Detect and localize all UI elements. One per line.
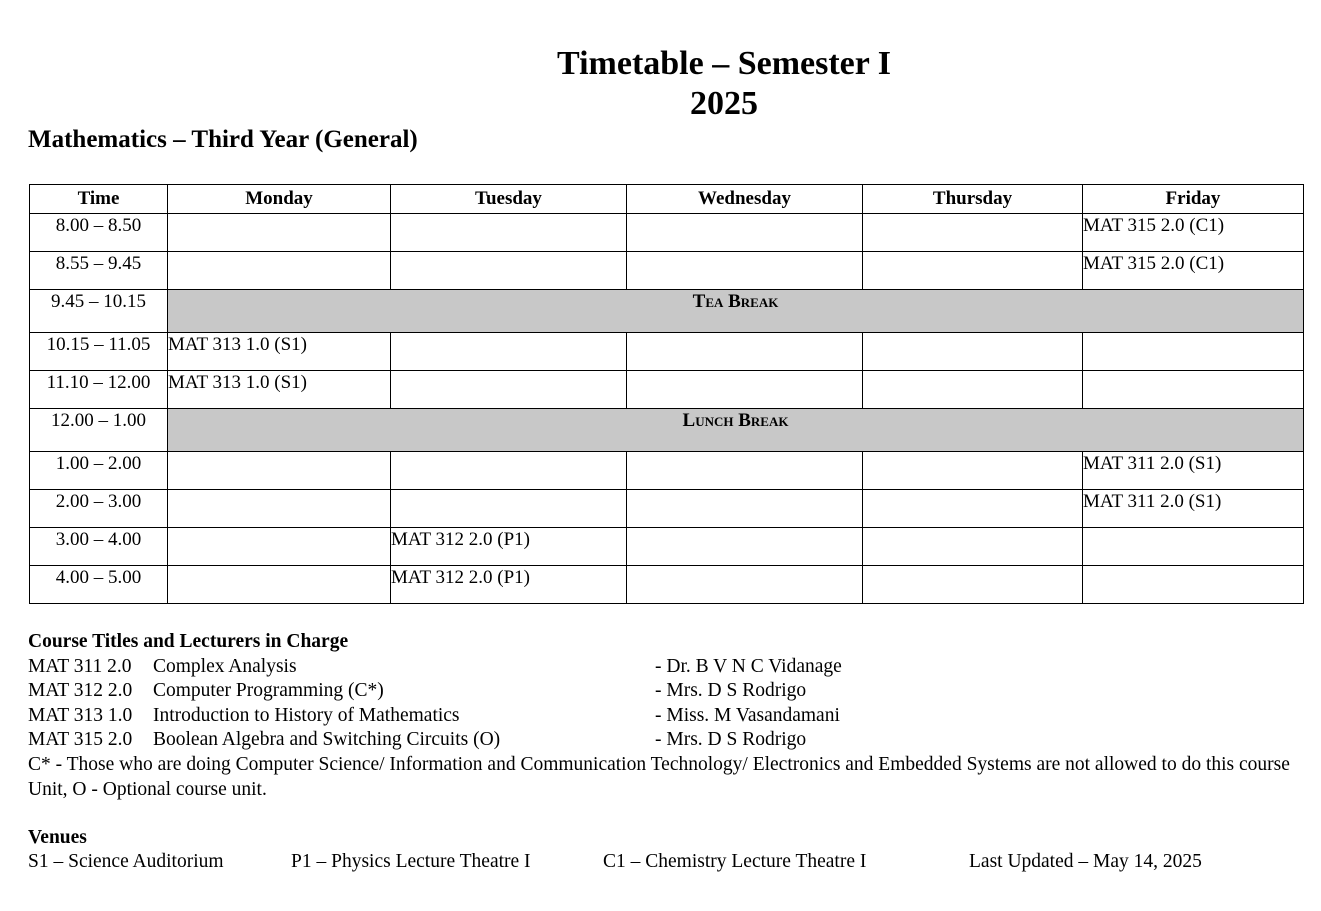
- friday-cell: [1083, 566, 1304, 604]
- time-slot: 4.00 – 5.00: [30, 566, 168, 604]
- table-row: [30, 490, 1304, 528]
- thursday-cell: [863, 333, 1083, 371]
- lunch-break-banner: Lunch Break: [168, 409, 1304, 452]
- monday-cell: [168, 490, 391, 528]
- break-row: [30, 290, 1304, 333]
- table-row: [30, 214, 1304, 252]
- friday-cell: MAT 315 2.0 (C1): [1083, 252, 1304, 290]
- friday-cell: [1083, 528, 1304, 566]
- friday-cell: MAT 311 2.0 (S1): [1083, 490, 1304, 528]
- header-wednesday: Wednesday: [627, 185, 863, 214]
- time-slot: 2.00 – 3.00: [30, 490, 168, 528]
- monday-cell: MAT 313 1.0 (S1): [168, 333, 391, 371]
- table-row: [30, 333, 1304, 371]
- wednesday-cell: [627, 252, 863, 290]
- thursday-cell: [863, 566, 1083, 604]
- monday-cell: [168, 252, 391, 290]
- thursday-cell: [863, 528, 1083, 566]
- timetable-header-row: [30, 185, 1304, 214]
- timetable: [29, 184, 1304, 604]
- course-lecturer: - Miss. M Vasandamani: [655, 704, 840, 726]
- time-slot: 8.55 – 9.45: [30, 252, 168, 290]
- title-year: 2025: [690, 85, 758, 122]
- table-row: [30, 371, 1304, 409]
- wednesday-cell: [627, 214, 863, 252]
- title-text: Timetable – Semester I: [557, 45, 891, 82]
- friday-cell: [1083, 371, 1304, 409]
- header-monday: Monday: [168, 185, 391, 214]
- course-title: Complex Analysis: [153, 655, 297, 677]
- courses-heading: Course Titles and Lecturers in Charge: [28, 631, 349, 652]
- table-row: [30, 566, 1304, 604]
- course-code: MAT 312 2.0: [28, 680, 133, 701]
- wednesday-cell: [627, 528, 863, 566]
- header-tuesday: Tuesday: [391, 185, 627, 214]
- course-lecturer: - Dr. B V N C Vidanage: [655, 655, 842, 677]
- thursday-cell: [863, 452, 1083, 490]
- tuesday-cell: [391, 333, 627, 371]
- header-friday: Friday: [1083, 185, 1304, 214]
- course-lecturer: - Mrs. D S Rodrigo: [655, 729, 807, 750]
- course-code: MAT 311 2.0: [28, 655, 132, 677]
- monday-cell: [168, 214, 391, 252]
- monday-cell: [168, 452, 391, 490]
- thursday-cell: [863, 371, 1083, 409]
- header-thursday: Thursday: [863, 185, 1083, 214]
- venue-item: S1 – Science Auditorium: [28, 851, 224, 872]
- time-slot: 10.15 – 11.05: [30, 333, 168, 371]
- venues-heading: Venues: [28, 827, 87, 848]
- course-title: Boolean Algebra and Switching Circuits (O): [153, 729, 501, 750]
- tuesday-cell: [391, 490, 627, 528]
- wednesday-cell: [627, 333, 863, 371]
- page-title: [0, 44, 1321, 124]
- course-code: MAT 313 1.0: [28, 704, 133, 726]
- tuesday-cell: [391, 371, 627, 409]
- monday-cell: MAT 313 1.0 (S1): [168, 371, 391, 409]
- course-code: MAT 315 2.0: [28, 729, 133, 750]
- time-slot: 8.00 – 8.50: [30, 214, 168, 252]
- venue-item: C1 – Chemistry Lecture Theatre I: [603, 851, 867, 872]
- course-title: Computer Programming (C*): [153, 680, 384, 701]
- tuesday-cell: MAT 312 2.0 (P1): [391, 528, 627, 566]
- time-slot: 12.00 – 1.00: [30, 409, 168, 452]
- course-title: Introduction to History of Mathematics: [153, 704, 460, 726]
- tuesday-cell: MAT 312 2.0 (P1): [391, 566, 627, 604]
- tea-break-banner: Tea Break: [168, 290, 1304, 333]
- time-slot: 11.10 – 12.00: [30, 371, 168, 409]
- friday-cell: [1083, 333, 1304, 371]
- thursday-cell: [863, 490, 1083, 528]
- time-slot: 9.45 – 10.15: [30, 290, 168, 333]
- thursday-cell: [863, 252, 1083, 290]
- time-slot: 1.00 – 2.00: [30, 452, 168, 490]
- course-note: C* - Those who are doing Computer Science/ Information and Communication Technology/ Electronics and Embedded Systems are not allowed to do this course Unit, O - Optional course unit.: [28, 754, 1290, 800]
- wednesday-cell: [627, 566, 863, 604]
- wednesday-cell: [627, 371, 863, 409]
- friday-cell: MAT 315 2.0 (C1): [1083, 214, 1304, 252]
- wednesday-cell: [627, 490, 863, 528]
- thursday-cell: [863, 214, 1083, 252]
- monday-cell: [168, 566, 391, 604]
- tuesday-cell: [391, 452, 627, 490]
- table-row: [30, 252, 1304, 290]
- program-subtitle: Mathematics – Third Year (General): [28, 126, 418, 153]
- venue-item: P1 – Physics Lecture Theatre I: [291, 851, 531, 872]
- time-slot: 3.00 – 4.00: [30, 528, 168, 566]
- header-time: Time: [30, 185, 168, 214]
- last-updated: Last Updated – May 14, 2025: [969, 851, 1202, 872]
- course-lecturer: - Mrs. D S Rodrigo: [655, 680, 807, 701]
- tuesday-cell: [391, 214, 627, 252]
- friday-cell: MAT 311 2.0 (S1): [1083, 452, 1304, 490]
- table-row: [30, 452, 1304, 490]
- tuesday-cell: [391, 252, 627, 290]
- break-row: [30, 409, 1304, 452]
- monday-cell: [168, 528, 391, 566]
- table-row: [30, 528, 1304, 566]
- wednesday-cell: [627, 452, 863, 490]
